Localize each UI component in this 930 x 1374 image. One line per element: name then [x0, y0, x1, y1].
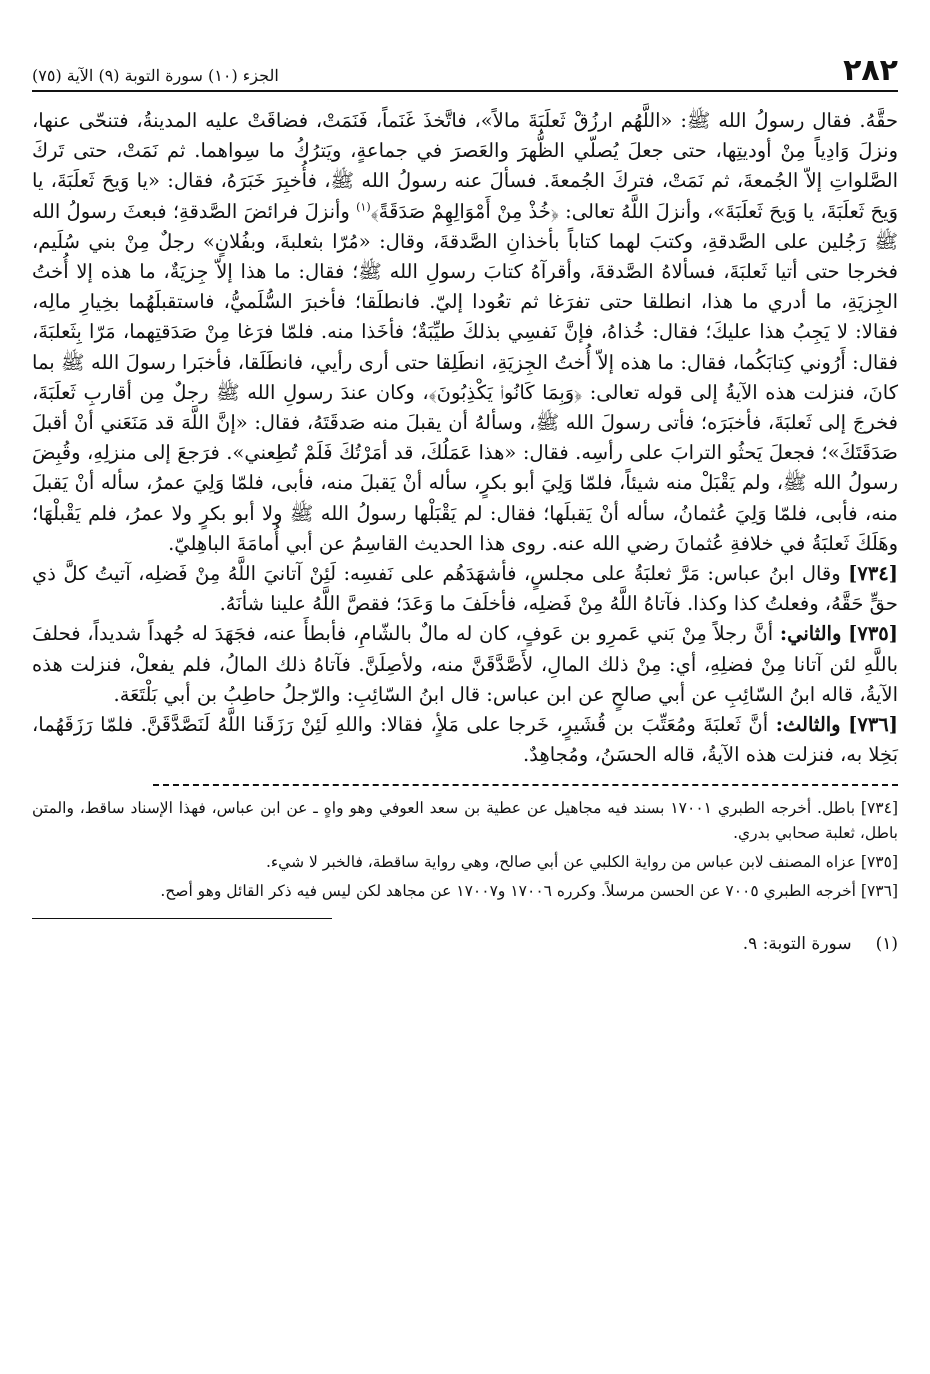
footnote-mark: (١)	[875, 934, 898, 955]
entry-734	[32, 559, 898, 619]
entry-735	[32, 619, 898, 710]
entry-number: [٧٣٦]	[848, 713, 898, 737]
entry-text: وقال ابنُ عباس: مَرَّ ثعلبَةُ على مجلسٍ، فأشهَدَهُم على نَفسِه: لَئِنْ آتانيَ اللَّهُ مِنْ فَضلِه، آتيتُ كلَّ ذي حقٍّ حَقَّهُ، وفعلتُ كذا وكذا. فآتاهُ اللَّهُ مِنْ فَضلِه، فأخلَفَ ما وَعَدَ؛ فقصَّ اللَّهُ علينا شأنَهُ.	[32, 562, 898, 616]
footnotes	[32, 931, 898, 957]
entry-number: [٧٣٥]	[848, 622, 898, 646]
entry-label: والثاني:	[779, 622, 842, 646]
footnote-reference: (١)	[356, 200, 371, 214]
footnote-1	[32, 931, 898, 957]
book-page	[32, 38, 898, 957]
running-header	[32, 38, 898, 92]
footnote-divider	[32, 918, 332, 919]
header-title: الجزء (١٠) سورة التوبة (٩) الآية (٧٥)	[32, 66, 279, 85]
entry-text: أنَّ ثَعلبَةَ ومُعَتِّبَ بن قُشَيرٍ، خَرجا على مَلأٍ، فقالا: واللهِ لَئِنْ رَزَقَنا اللَّهُ لَنَصَّدَّقَنَّ. فلمّا رَزَقَهُما، بَخِلا به، فنزلت هذه الآيةُ، قاله الحسَنُ، ومُجاهِدٌ.	[32, 713, 898, 767]
note-735: [٧٣٥] عزاه المصنف لابن عباس من رواية الكلبي عن أبي صالح، وهي رواية ساقطة، فالخبر لا شيء.	[265, 853, 898, 872]
entry-number: [٧٣٤]	[848, 562, 898, 586]
page-number: ٢٨٢	[843, 53, 898, 88]
takhrij-notes	[32, 796, 898, 904]
note-734: [٧٣٤] باطل. أخرجه الطبري ١٧٠٠١ بسند فيه مجاهيل عن عطية بن سعد العوفي وهو واهٍ ـ عن ابن عباس، فهذا الإسناد ساقط، والمتن باطل، ثعلبة صحابي بدري.	[32, 799, 899, 843]
entry-label: والثالث:	[775, 713, 841, 737]
main-text	[32, 106, 898, 770]
notes-divider	[153, 784, 898, 786]
note-736: [٧٣٦] أخرجه الطبري ٧٠٠٥ عن الحسن مرسلاً. وكرره ١٧٠٠٦ و١٧٠٠٧ عن مجاهد لكن ليس فيه ذكر القائل وهو أصح.	[160, 882, 898, 901]
hadith-continuation: حقَّهُ. فقال رسولُ الله ﷺ: «اللَّهُم ارزُقْ ثَعلَبَةَ مالاً»، فاتَّخذَ غَنَماً، فَنَمَتْ، فضاقَتْ عليه المدينةُ، فتنحّى عنها، ونزلَ وَادِياً مِنْ أوديتِها، حتى جعلَ يُصلّي الظُّهرَ والعَصرَ في جماعةٍ، ويَترُكُ ما سِواهما. ثم نَمَتْ، حتى تَركَ الصَّلواتِ إلاّ الجُمعةَ، ثم نَمَتْ، فتركَ الجُمعةَ. فسألَ عنه رسولُ الله ﷺ، فأُخبِرَ خَبَرَهُ، فقال: «يا وَيحَ ثَعلَبَةَ، يا وَيحَ ثَعلَبَةَ، يا وَيحَ ثَعلَبَةَ»، وأنزلَ اللَّهُ تعالى: ﴿خُذْ مِنْ أَمْوَالِهِمْ صَدَقَةً﴾$^{(١)}$ وأنزلَ فرائضَ الصَّدقةِ؛ فبعثَ رسولُ الله ﷺ رَجُلين على الصَّدقةِ، وكتبَ لهما كتاباً بأخذانِ الصَّدقةَ، وقال: «مُرّا بثعلبةَ، وبفُلانٍ» رجلٌ مِنْ بني سُلَيم، فخرجا حتى أتيا ثَعلبَةَ، فسألاهُ الصَّدقةَ، وأقرآهُ كتابَ رسولِ الله ﷺ؛ فقال: ما هذا إلاّ جِزيَةٌ، ما هذه إلا أُختُ الجِزيَةِ، ما أدري ما هذا، انطلقا حتى تفرَغا ثم تعُودا إليّ. فانطلَقا؛ فأخبرَ السُّلَميُّ، فاستقبلَهُما بخِيارِ مالِه، فقالا: لا يَجِبُ هذا عليكَ؛ فقال: خُذاهُ، فإنَّ نَفسِي بذلكَ طيِّبَةٌ؛ فأخَذا منه. فلمّا فرَغا مِنْ صَدَقتِهما، مَرّا بِثَعلبَةَ، فقال: أَرُوني كِتابَكُما، فقال: ما هذه إلاّ أُختُ الجِزيَةِ، انطَلِقا حتى أرى رأيي، فانطَلَقا، فأخبَرا رسولَ الله ﷺ بما كانَ، فنزلت هذه الآيةُ إلى قوله تعالى: ﴿وَبِمَا كَانُوا۟ يَكْذِبُونَ﴾، وكان عندَ رسولِ الله ﷺ رجلٌ مِن أقاربِ ثَعلَبَةَ، فخرجَ إلى ثَعلبَةَ، فأخبَرَه؛ فأتى رسولَ الله ﷺ، وسألهُ أن يقبلَ منه صَدقَتَهُ، فقال: «إنَّ اللَّهَ قد مَنَعَني أنْ أقبلَ صَدَقَتَكَ»؛ فجعلَ يَحثُو الترابَ على رأسِه. فقال: «هذا عَمَلُكَ، قد أمَرْتُكَ فَلَمْ تُطِعني». فرَجعَ إلى منزلِهِ، وقُبِضَ رسولُ الله ﷺ، ولم يَقْبَلْ منه شيئاً، فلمّا وَلِيَ أبو بكرٍ، سأله أنْ يَقبلَ منه، فأبى، فلمّا وَلِيَ عمرُ، سأله أنْ يَقبلَ منه، فأبى، فلمّا وَلِيَ عُثمانُ، سأله أنْ يَقبلَها؛ فقال: لم يَقْبَلْها رسولُ الله ﷺ ولا أبو بكرٍ ولا عمرُ، فلم يَقْبلْهَا؛ وهَلَكَ ثَعلبَةُ في خلافةِ عُثمانَ رضي الله عنه. روى هذا الحديث القاسِمُ عن أبي أُمامَةَ الباهِليّ.	[32, 109, 898, 555]
entry-text: أنَّ رجلاً مِنْ بَني عَمرِو بن عَوفٍ، كان له مالٌ بالشّامِ، فأبطأَ عنه، فجَهَدَ له جُهداً شديداً، فحلفَ باللَّهِ لئن آتانا مِنْ فضلِهِ، أي: مِنْ ذلك المالِ، لأَصَّدَّقَنَّ منه، ولأصِلَنَّ. فآتاهُ ذلك المالُ، فلم يفعلْ، فنزلت هذه الآيةُ، قاله ابنُ السّائِبِ عن أبي صالحٍ عن ابن عباس: قال ابنُ السّائِبِ: والرّجلُ حاطِبُ بن أبي بَلْتَعَة.	[32, 622, 898, 706]
entry-736	[32, 710, 898, 770]
footnote-text: سورة التوبة: ٩.	[742, 934, 852, 955]
